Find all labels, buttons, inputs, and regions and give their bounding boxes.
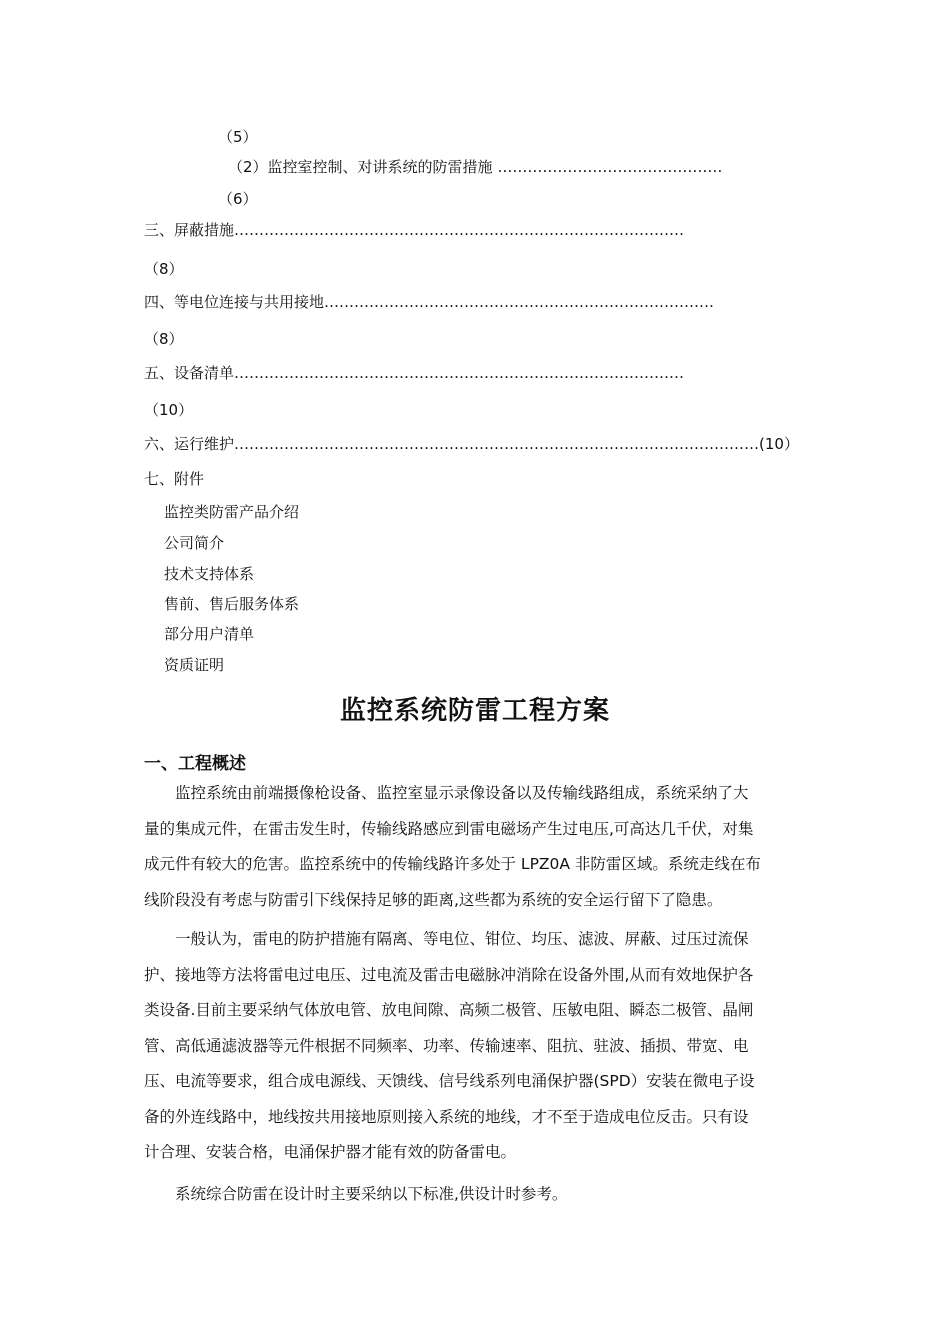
- toc-attachment: 公司简介: [164, 534, 225, 552]
- text-line: 护、接地等方法将雷电过电压、过电流及雷击电磁脉冲消除在设备外围,从而有效地保护各: [144, 965, 754, 984]
- toc-attachment: 部分用户清单: [164, 625, 255, 643]
- text-line: 计合理、安装合格，电涌保护器才能有效的防备雷电。: [144, 1143, 517, 1161]
- paragraph-protection: [144, 922, 806, 1171]
- paragraph-standards: [144, 1177, 806, 1213]
- toc-item-2: （2）监控室控制、对讲系统的防雷措施 ………………………………………: [228, 158, 723, 176]
- toc-attachment: 售前、售后服务体系: [164, 595, 300, 613]
- toc-page-8b: （8）: [144, 330, 184, 348]
- text-line: 量的集成元件，在雷击发生时，传输线路感应到雷电磁场产生过电压,可高达几千伏，对集: [144, 819, 754, 838]
- text-line: 一般认为，雷电的防护措施有隔离、等电位、钳位、均压、滤波、屏蔽、过压过流保: [175, 930, 749, 948]
- toc-section-4: 四、等电位连接与共用接地……………………………………………………………………: [144, 293, 715, 311]
- paragraph-overview: [144, 776, 806, 918]
- toc-attachment: 资质证明: [164, 656, 225, 674]
- section-heading: 一、工程概述: [144, 754, 246, 774]
- toc-section-3: 三、屏蔽措施………………………………………………………………………………: [144, 221, 685, 239]
- toc-attachment: 监控类防雷产品介绍: [164, 503, 300, 521]
- text-line: 类设备.目前主要采纳气体放电管、放电间隙、高频二极管、压敏电阻、瞬态二极管、晶闸: [144, 1001, 754, 1019]
- toc-page-6: （6）: [218, 190, 258, 208]
- text-line: 压、电流等要求，组合成电源线、天馈线、信号线系列电涌保护器(SPD）安装在微电子设: [144, 1072, 755, 1090]
- toc-section-7: 七、附件: [144, 470, 205, 488]
- toc-section-6: 六、运行维护……………………………………………………………………………………………(10）: [144, 435, 799, 453]
- toc-page-10a: （10）: [144, 401, 194, 419]
- document-title: 监控系统防雷工程方案: [339, 696, 610, 726]
- text-line: 管、高低通滤波器等元件根据不同频率、功率、传输速率、阻抗、驻波、插损、带宽、电: [144, 1036, 749, 1055]
- toc-section-5: 五、设备清单………………………………………………………………………………: [144, 364, 685, 382]
- toc-attachment: 技术支持体系: [164, 565, 255, 583]
- toc-page-5: （5）: [218, 128, 258, 146]
- text-line: 线阶段没有考虑与防雷引下线保持足够的距离,这些都为系统的安全运行留下了隐患。: [144, 890, 723, 909]
- toc-page-8a: （8）: [144, 260, 184, 278]
- text-line: 成元件有较大的危害。监控系统中的传输线路许多处于 LPZ0A 非防雷区域。系统走线在布: [144, 855, 761, 873]
- text-line: 备的外连线路中，地线按共用接地原则接入系统的地线，才不至于造成电位反击。只有设: [144, 1107, 749, 1126]
- text-line: 系统综合防雷在设计时主要采纳以下标准,供设计时参考。: [175, 1185, 568, 1203]
- text-line: 监控系统由前端摄像枪设备、监控室显示录像设备以及传输线路组成，系统采纳了大: [175, 784, 749, 802]
